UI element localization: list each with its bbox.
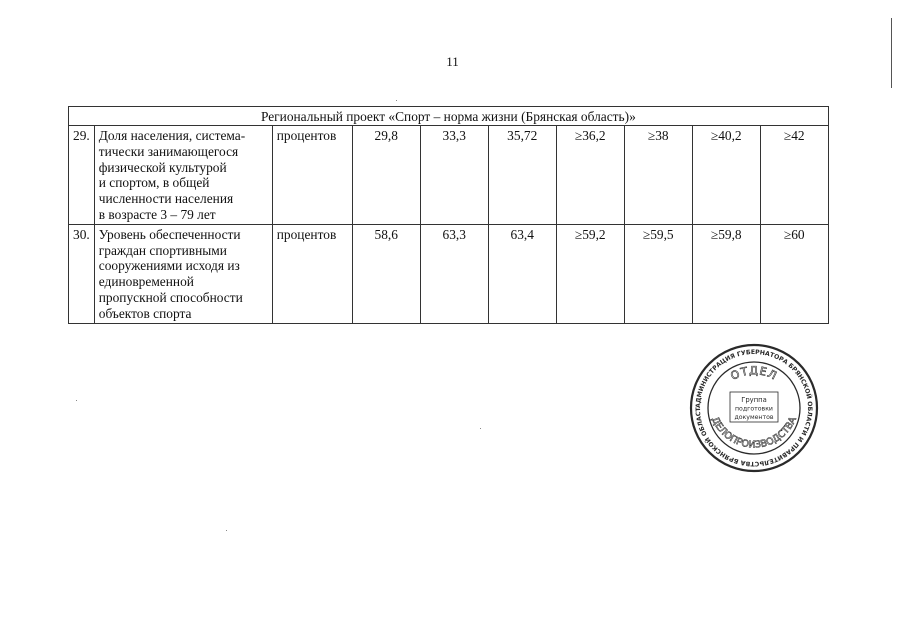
row-number: 30. [69, 224, 95, 323]
unit-cell: процентов [272, 224, 352, 323]
indicator-name-line: Уровень обеспеченности [98, 226, 241, 242]
office-stamp [688, 342, 820, 474]
indicator-name-line: объектов спорта [98, 305, 192, 321]
table-row [69, 224, 829, 323]
unit-cell: процентов [272, 126, 352, 225]
stamp-ring-text: АДМИНИСТРАЦИЯ ГУБЕРНАТОРА БРЯНСКОЙ ОБЛАСТИ И ПРАВИТЕЛЬСТВА БРЯНСКОЙ ОБЛАСТ [694, 348, 814, 468]
stamp-center-line: документов [734, 414, 774, 421]
indicator-name-line: единовременной [98, 274, 194, 290]
value-cell: ≥59,8 [692, 224, 760, 323]
table-row [69, 126, 829, 225]
value-cell: ≥59,5 [624, 224, 692, 323]
value-cell: 63,4 [488, 224, 556, 323]
project-title: Региональный проект «Спорт – норма жизни (Брянская область)» [69, 107, 829, 126]
stamp-inner-top-text: ОТДЕЛ [728, 364, 780, 383]
scan-speck [480, 428, 481, 429]
stamp-center-line: подготовки [735, 405, 773, 413]
indicator-name [94, 224, 272, 323]
value-cell: 63,3 [420, 224, 488, 323]
project-header-row [69, 107, 829, 126]
indicator-name-line: Доля населения, система- [98, 128, 246, 143]
indicator-name-line: сооружениями исходя из [98, 258, 240, 274]
value-cell: ≥60 [760, 224, 828, 323]
indicators-table [68, 106, 829, 324]
value-cell: ≥38 [624, 126, 692, 225]
indicator-name-line: тически занимающегося [98, 143, 239, 159]
indicator-name-line: граждан спортивными [98, 242, 227, 258]
value-cell: 29,8 [352, 126, 420, 225]
scan-edge-line [891, 18, 892, 88]
value-cell: 33,3 [420, 126, 488, 225]
indicator-name-line: физической культурой [98, 159, 227, 175]
indicators-table-wrapper [68, 106, 829, 324]
stamp-seal-graphic [688, 342, 820, 474]
scan-speck [396, 100, 397, 101]
value-cell: ≥59,2 [556, 224, 624, 323]
indicator-name-line: численности населения [98, 191, 234, 207]
indicator-name [94, 126, 272, 225]
scan-speck [76, 400, 77, 401]
value-cell: 35,72 [488, 126, 556, 225]
page-number: 11 [446, 54, 459, 69]
value-cell: ≥42 [760, 126, 828, 225]
indicator-name-line: в возрасте 3 – 79 лет [98, 206, 216, 222]
row-number: 29. [69, 126, 95, 225]
value-cell: 58,6 [352, 224, 420, 323]
value-cell: ≥40,2 [692, 126, 760, 225]
indicator-name-line: и спортом, в общей [98, 175, 210, 191]
stamp-inner-bottom-text: ДЕЛОПРОИЗВОДСТВА [709, 415, 799, 451]
value-cell: ≥36,2 [556, 126, 624, 225]
stamp-center-line: Группа [741, 396, 767, 404]
scan-speck [226, 530, 227, 531]
indicator-name-line: пропускной способности [98, 289, 243, 305]
